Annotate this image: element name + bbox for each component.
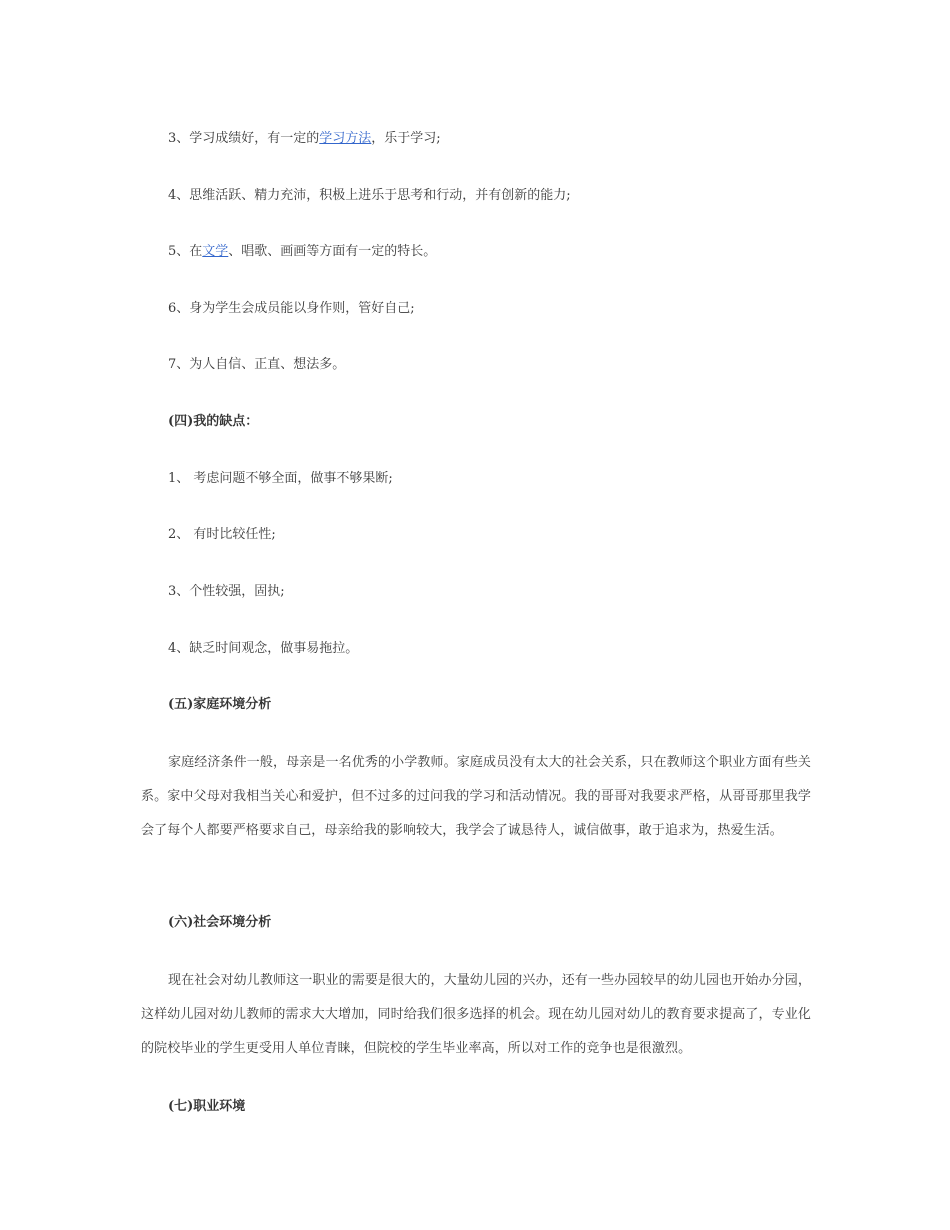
social-environment-paragraph: 现在社会对幼儿教师这一职业的需要是很大的，大量幼儿园的兴办，还有一些办园较早的幼儿园也开始办分园，这样幼儿园对幼儿教师的需求大大增加，同时给我们很多选择的机会。现在幼儿园对幼儿的教育要求提高了，专业化的院校毕业的学生更受用人单位青睐，但院校的学生毕业率高，所以对工作的竞争也是很激烈。 — [141, 973, 811, 1056]
strength-item-3-text-before: 3、学习成绩好，有一定的 — [168, 131, 320, 146]
study-method-link[interactable]: 学习方法 — [319, 131, 372, 146]
strength-item-5-text-after: 、唱歌、画画等方面有一定的特长。 — [228, 244, 437, 259]
strength-item-3 — [168, 131, 441, 147]
career-environment-heading: (七)职业环境 — [168, 1099, 246, 1114]
strength-item-5 — [168, 244, 436, 260]
family-environment-heading: (五)家庭环境分析 — [168, 697, 272, 712]
strength-item-5-text-before: 5、在 — [168, 244, 203, 259]
weakness-item-1: 1、 考虑问题不够全面，做事不够果断; — [168, 471, 393, 486]
literature-link[interactable]: 文学 — [202, 244, 229, 259]
weaknesses-heading: (四)我的缺点： — [168, 414, 259, 429]
social-environment-heading: (六)社会环境分析 — [168, 915, 272, 930]
strength-item-7: 7、为人自信、正直、想法多。 — [168, 357, 346, 372]
strength-item-4: 4、思维活跃、精力充沛，积极上进乐于思考和行动，并有创新的能力; — [168, 188, 571, 203]
family-environment-paragraph: 家庭经济条件一般，母亲是一名优秀的小学教师。家庭成员没有太大的社会关系，只在教师这个职业方面有些关系。家中父母对我相当关心和爱护，但不过多的过问我的学习和活动情况。我的哥哥对我要求严格，从哥哥那里我学会了每个人都要严格要求自己，母亲给我的影响较大，我学会了诚恳待人，诚信做事，敢于追求为，热爱生活。 — [141, 755, 811, 838]
weakness-item-2: 2、 有时比较任性; — [168, 527, 276, 542]
weakness-item-3: 3、个性较强，固执; — [168, 584, 285, 599]
strength-item-3-text-after: ，乐于学习; — [371, 131, 441, 146]
weakness-item-4: 4、缺乏时间观念，做事易拖拉。 — [168, 641, 359, 656]
strength-item-6: 6、身为学生会成员能以身作则，管好自己; — [168, 301, 415, 316]
